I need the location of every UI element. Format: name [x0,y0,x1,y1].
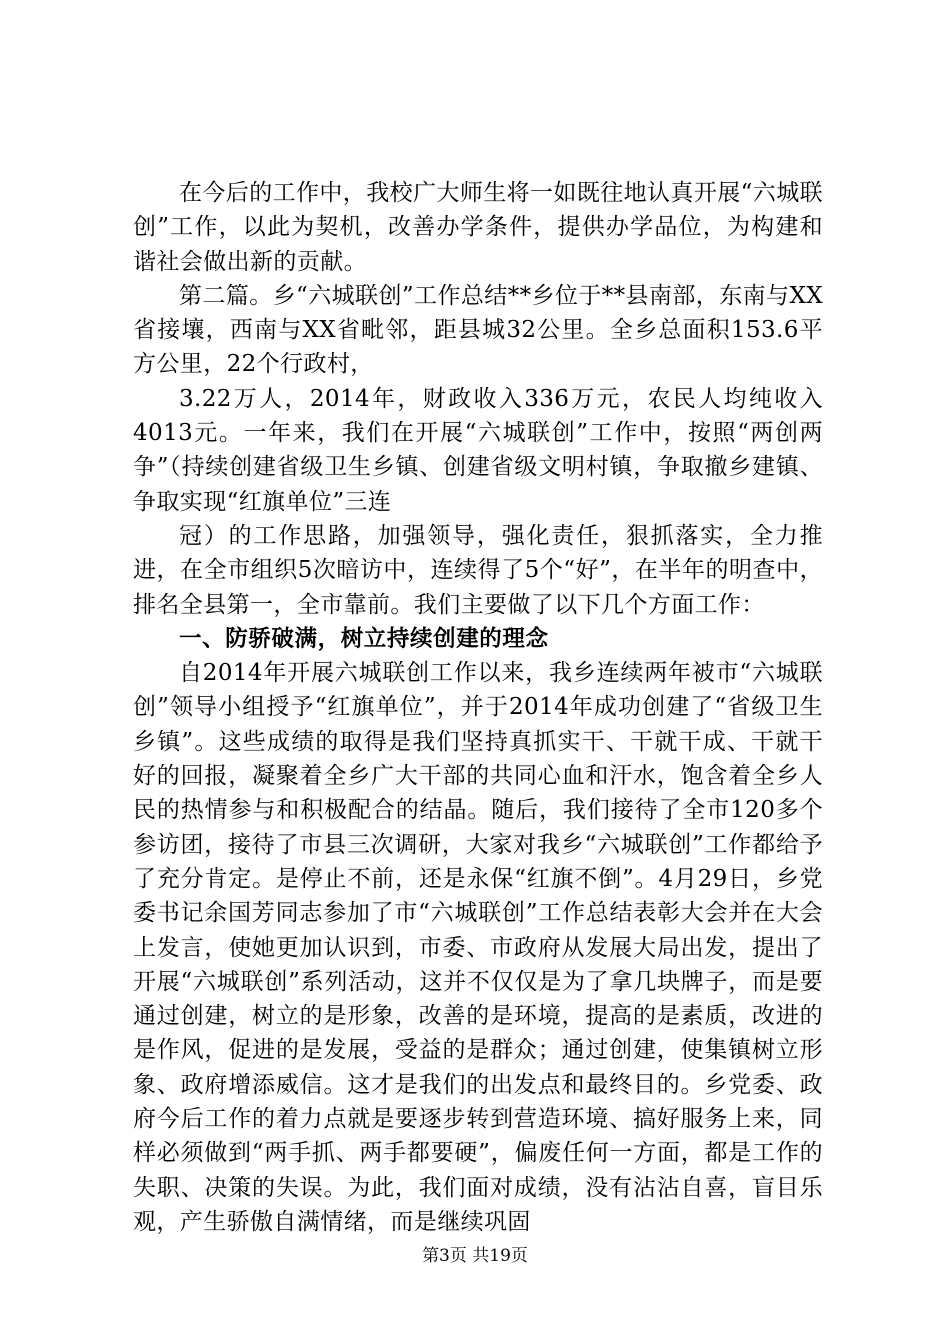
paragraph-closing-remarks: 在今后的工作中，我校广大师生将一如既往地认真开展“六城联创”工作，以此为契机，改善办学条件，提供办学品位，为构建和谐社会做出新的贡献。 [133,180,823,275]
paragraph-work-approach: 冠）的工作思路，加强领导，强化责任，狠抓落实，全力推进，在全市组织5次暗访中，连续得了5个“好”，在半年的明查中，排名全县第一，全市靠前。我们主要做了以下几个方面工作： [133,522,823,618]
document-body [133,176,823,1239]
paragraph-population-finance: 3.22万人，2014年，财政收入336万元，农民人均纯收入4013元。一年来，我们在开展“六城联创”工作中，按照“两创两争”（持续创建省级卫生乡镇、创建省级文明村镇，争取撤乡建镇、争取实现“红旗单位”三连 [133,385,823,515]
section-heading: 一、防骄破满，树立持续创建的理念 [179,625,549,652]
page-number-footer: 第3页 共19页 [422,1246,528,1266]
paragraph-section-body: 自2014年开展六城联创工作以来，我乡连续两年被市“六城联创”领导小组授予“红旗单位”，并于2014年成功创建了“省级卫生乡镇”。这些成绩的取得是我们坚持真抓实干、干就干成、干就干好的回报，凝聚着全乡广大干部的共同心血和汗水，饱含着全乡人民的热情参与和积极配合的结晶。随后，我们接待了全市120多个参访团，接待了市县三次调研，大家对我乡“六城联创”工作都给予了充分肯定。是停止不前，还是永保“红旗不倒”。4月29日，乡党委书记余国芳同志参加了市“六城联创”工作总结表彰大会并在大会上发言，使她更加认识到，市委、市政府从发展大局出发，提出了开展“六城联创”系列活动，这并不仅仅是为了拿几块牌子，而是要通过创建，树立的是形象，改善的是环境，提高的是素质，改进的是作风，促进的是发展，受益的是群众；通过创建，使集镇树立形象、政府增添威信。这才是我们的出发点和最终目的。乡党委、政府今后工作的着力点就是要逐步转到营造环境、搞好服务上来，同样必须做到“两手抓、两手都要硬”，偏废任何一方面，都是工作的失职、决策的失误。为此，我们面对成绩，没有沾沾自喜，盲目乐观，产生骄傲自满情绪，而是继续巩固 [133,660,823,1235]
paragraph-second-article-intro: 第二篇。乡“六城联创”工作总结**乡位于**县南部，东南与XX省接壤，西南与XX省毗邻，距县城32公里。全乡总面积153.6平方公里，22个行政村， [133,282,823,378]
